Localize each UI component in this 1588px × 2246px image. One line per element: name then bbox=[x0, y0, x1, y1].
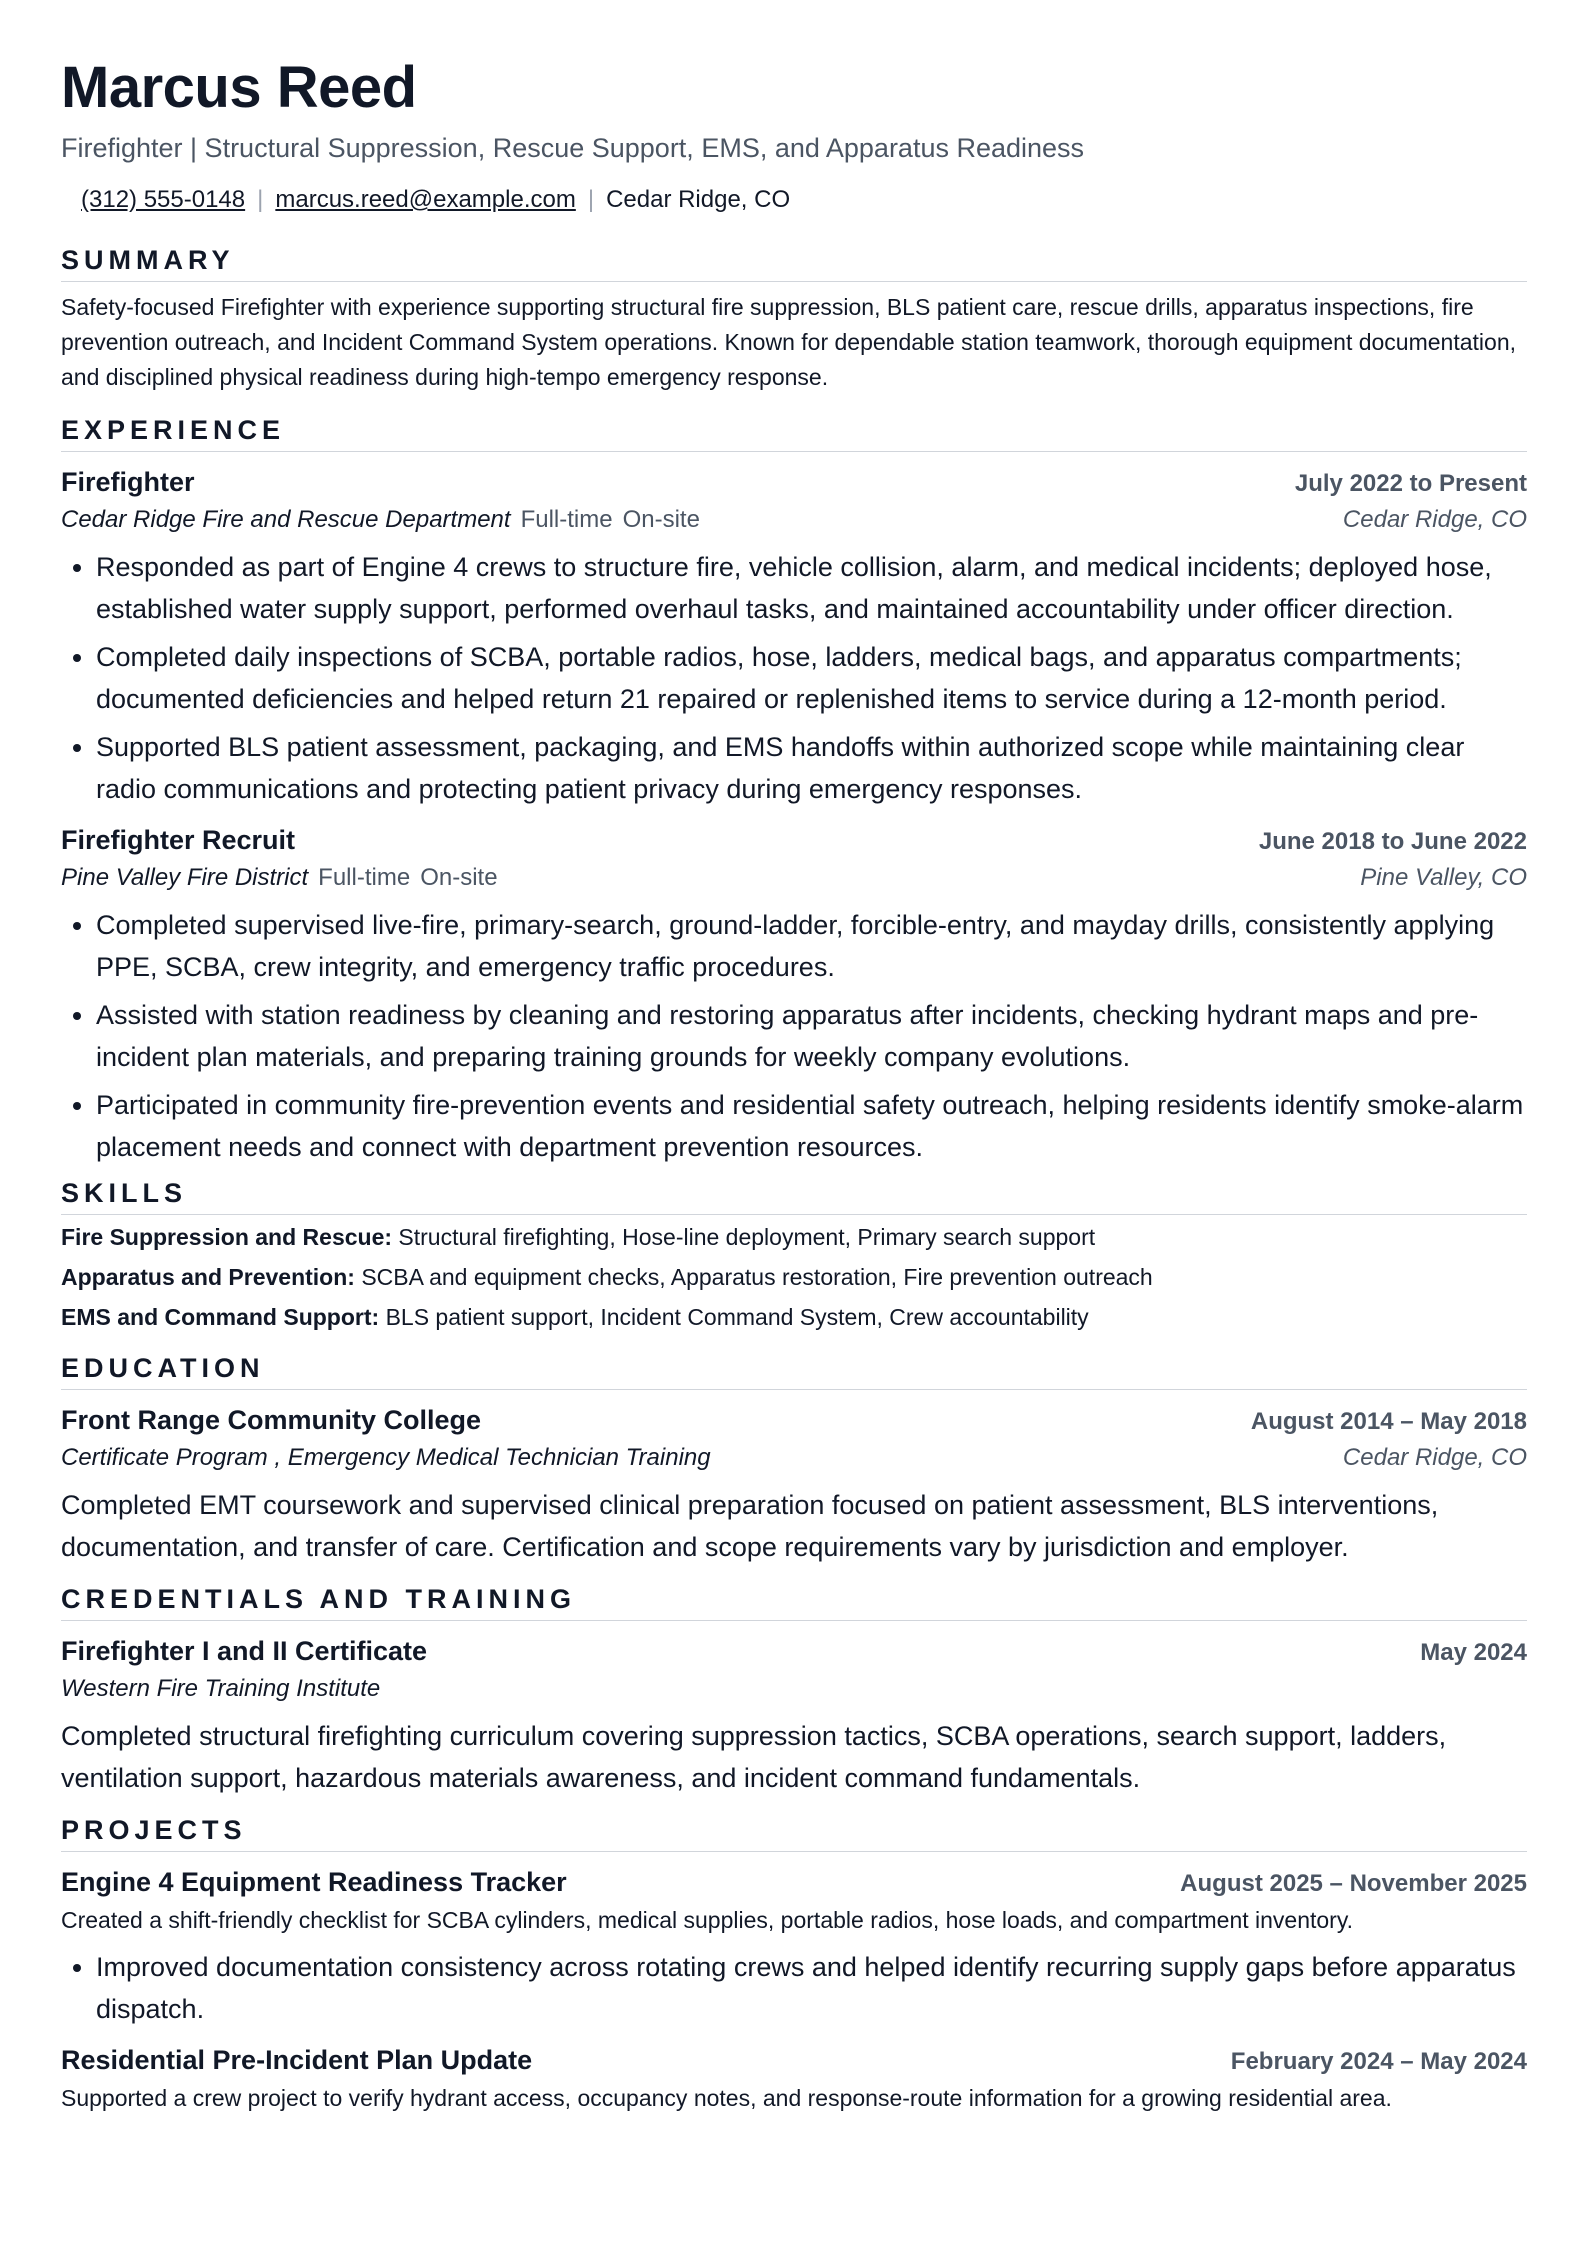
bullet-item: • Completed daily inspections of SCBA, portable radios, hose, ladders, medical bags, and apparatus compartments; documented deficiencies and helped return 21 repaired or replenished items to service during a 12-month period. bbox=[96, 636, 1527, 720]
education-section bbox=[61, 1351, 1527, 1568]
skill-group bbox=[61, 1297, 1527, 1337]
job-mode: On-site bbox=[420, 864, 498, 891]
job-bullets bbox=[61, 904, 1527, 1168]
project-date: August 2025 – November 2025 bbox=[1180, 1870, 1527, 1897]
project-bullets bbox=[61, 1946, 1527, 2030]
project-entry bbox=[61, 1864, 1527, 2030]
candidate-headline: Firefighter | Structural Suppression, Rescue Support, EMS, and Apparatus Readiness bbox=[61, 133, 1085, 163]
credential-description: Completed structural firefighting curriculum covering suppression tactics, SCBA operations, search support, ladders, ventilation support, hazardous materials awareness, and incident command fundamentals. bbox=[61, 1721, 1447, 1793]
credential-date: May 2024 bbox=[1420, 1639, 1527, 1666]
project-name: Residential Pre-Incident Plan Update bbox=[61, 2045, 533, 2075]
bullet-item: • Participated in community fire-prevention events and residential safety outreach, helping residents identify smoke-alarm placement needs and connect with department prevention resources. bbox=[96, 1084, 1527, 1168]
job-location: Cedar Ridge, CO bbox=[1342, 506, 1527, 533]
skill-group-items: BLS patient support, Incident Command System, Crew accountability bbox=[385, 1304, 1089, 1330]
contact-line bbox=[61, 185, 1527, 215]
skill-group-label: Apparatus and Prevention: bbox=[61, 1264, 355, 1290]
contact-location: Cedar Ridge, CO bbox=[606, 186, 791, 213]
job-title: Firefighter Recruit bbox=[61, 825, 296, 855]
job-organization: Pine Valley Fire District bbox=[61, 864, 309, 891]
job-type: Full-time bbox=[318, 864, 411, 891]
email-link[interactable]: marcus.reed@example.com bbox=[275, 186, 576, 213]
skill-group-label: Fire Suppression and Rescue: bbox=[61, 1224, 393, 1250]
section-title-projects: PROJECTS bbox=[61, 1813, 1527, 1852]
bullet-item: • Assisted with station readiness by cleaning and restoring apparatus after incidents, checking hydrant maps and pre-incident plan materials, and preparing training grounds for weekly company evolutions. bbox=[96, 994, 1527, 1078]
project-date: February 2024 – May 2024 bbox=[1230, 2048, 1527, 2075]
skill-group-items: Structural firefighting, Hose-line deployment, Primary search support bbox=[398, 1224, 1096, 1250]
skill-group-items: SCBA and equipment checks, Apparatus restoration, Fire prevention outreach bbox=[361, 1264, 1153, 1290]
experience-entry bbox=[61, 822, 1527, 1168]
education-location: Cedar Ridge, CO bbox=[1342, 1444, 1527, 1471]
credentials-section bbox=[61, 1582, 1527, 1799]
job-mode: On-site bbox=[622, 506, 700, 533]
section-title-credentials: CREDENTIALS AND TRAINING bbox=[61, 1582, 1527, 1621]
summary-section bbox=[61, 243, 1527, 395]
candidate-name: Marcus Reed bbox=[61, 55, 417, 120]
bullet-item: • Responded as part of Engine 4 crews to structure fire, vehicle collision, alarm, and medical incidents; deployed hose, established water supply support, performed overhaul tasks, and maintained accountability under officer direction. bbox=[96, 546, 1527, 630]
section-title-education: EDUCATION bbox=[61, 1351, 1527, 1390]
bullet-item: • Supported BLS patient assessment, packaging, and EMS handoffs within authorized scope while maintaining clear radio communications and protecting patient privacy during emergency responses. bbox=[96, 726, 1527, 810]
section-title-skills: SKILLS bbox=[61, 1176, 1527, 1215]
education-entry bbox=[61, 1402, 1527, 1568]
bullet-item: • Completed supervised live-fire, primary-search, ground-ladder, forcible-entry, and mayday drills, consistently applying PPE, SCBA, crew integrity, and emergency traffic procedures. bbox=[96, 904, 1527, 988]
education-date: August 2014 – May 2018 bbox=[1250, 1408, 1527, 1435]
project-description: Created a shift-friendly checklist for SCBA cylinders, medical supplies, portable radios, hose loads, and compartment inventory. bbox=[61, 1907, 1354, 1933]
section-title-summary: SUMMARY bbox=[61, 243, 1527, 282]
school-name: Front Range Community College bbox=[61, 1405, 482, 1435]
phone-link[interactable]: (312) 555-0148 bbox=[81, 186, 246, 213]
skills-section bbox=[61, 1176, 1527, 1337]
project-entry bbox=[61, 2042, 1527, 2116]
contact-separator: | bbox=[587, 186, 595, 213]
credential-entry bbox=[61, 1633, 1527, 1799]
credential-issuer: Western Fire Training Institute bbox=[61, 1675, 381, 1702]
skill-group bbox=[61, 1217, 1527, 1257]
experience-section bbox=[61, 413, 1527, 1168]
contact-separator: | bbox=[257, 186, 264, 213]
experience-entry bbox=[61, 464, 1527, 810]
job-organization: Cedar Ridge Fire and Rescue Department bbox=[61, 506, 511, 533]
projects-section bbox=[61, 1813, 1527, 2116]
credential-name: Firefighter I and II Certificate bbox=[61, 1636, 428, 1666]
education-program: Certificate Program , Emergency Medical Technician Training bbox=[61, 1444, 711, 1471]
job-location: Pine Valley, CO bbox=[1360, 864, 1527, 891]
bullet-item: • Improved documentation consistency across rotating crews and helped identify recurring supply gaps before apparatus dispatch. bbox=[96, 1946, 1527, 2030]
project-name: Engine 4 Equipment Readiness Tracker bbox=[61, 1867, 567, 1897]
education-description: Completed EMT coursework and supervised clinical preparation focused on patient assessment, BLS interventions, documentation, and transfer of care. Certification and scope requirements vary by jurisdiction and employer. bbox=[61, 1490, 1439, 1562]
project-description: Supported a crew project to verify hydrant access, occupancy notes, and response-route information for a growing residential area. bbox=[61, 2085, 1392, 2111]
summary-text: Safety-focused Firefighter with experience supporting structural fire suppression, BLS patient care, rescue drills, apparatus inspections, fire prevention outreach, and Incident Command System operations. Known for dependable station teamwork, thorough equipment documentation, and disciplined physical readiness during high-tempo emergency response. bbox=[61, 294, 1516, 390]
section-title-experience: EXPERIENCE bbox=[61, 413, 1527, 452]
job-bullets bbox=[61, 546, 1527, 810]
job-date: July 2022 to Present bbox=[1294, 470, 1527, 497]
job-title: Firefighter bbox=[61, 467, 195, 497]
resume-header bbox=[61, 55, 1527, 215]
skill-group-label: EMS and Command Support: bbox=[61, 1304, 380, 1330]
skill-group bbox=[61, 1257, 1527, 1297]
job-date: June 2018 to June 2022 bbox=[1258, 828, 1527, 855]
job-type: Full-time bbox=[520, 506, 613, 533]
